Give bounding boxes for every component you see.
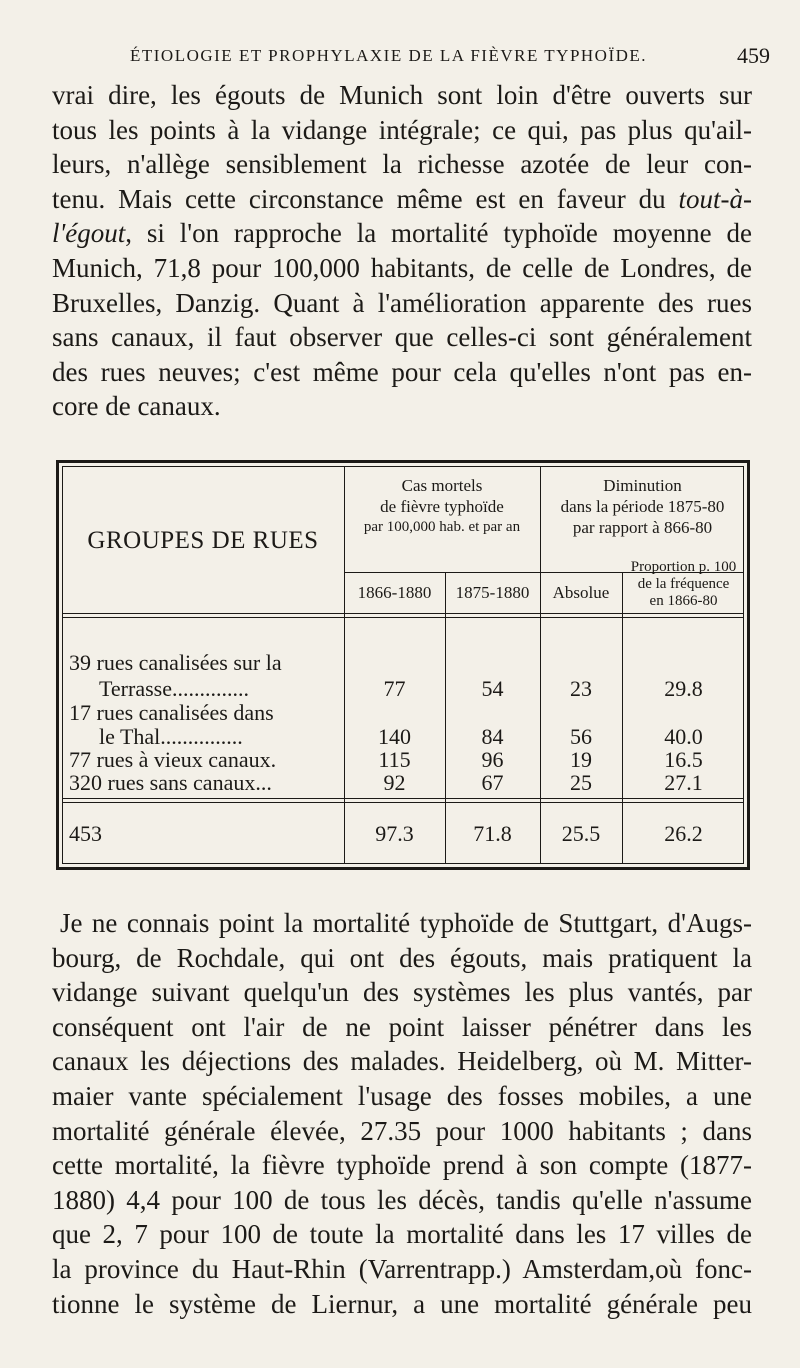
header-line: Cas mortels (401, 476, 483, 495)
text-line: la province du Haut-Rhin (Varrentrapp.) Amsterdam,où fonc- (52, 1253, 752, 1284)
diminution-header (540, 475, 745, 538)
italic-term: tout-à- (678, 183, 752, 214)
running-title: ÉTIOLOGIE ET PROPHYLAXIE DE LA FIÈVRE TYPHOÏDE. (130, 46, 648, 65)
text-line: sans canaux, il faut observer que celles-ci sont généralement (52, 322, 752, 353)
total-1866-1880: 97.3 (375, 821, 414, 846)
cas-mortels-header (344, 475, 540, 538)
header-line: Diminution (603, 476, 682, 495)
text-line: 1880) 4,4 pour 100 de tous les décès, tandis qu'elle n'assume (52, 1184, 752, 1215)
text-line: core de canaux. (52, 391, 221, 422)
text-line: l'égout, si l'on rapproche la mortalité typhoïde moyenne de (52, 218, 752, 249)
paragraph-1 (52, 78, 752, 424)
value-absolue: 23 (570, 676, 592, 701)
mortality-table (56, 460, 750, 870)
value-absolue: 19 (570, 747, 592, 772)
col-1875-1880: 1875-1880 (455, 583, 530, 602)
value-proportion: 40.0 (664, 724, 703, 749)
value-1866-1880: 115 (378, 747, 411, 772)
row-label: 17 rues canalisées dans (69, 700, 274, 725)
value-1875-1880: 96 (481, 747, 504, 772)
text-line: Je ne connais point la mortalité typhoïde de Stuttgart, d'Augs- (60, 908, 752, 938)
total-1875-1880: 71.8 (473, 821, 512, 846)
text-line: bourg, de Rochdale, qui ont des égouts, mais pratiquent la (52, 942, 752, 973)
value-1875-1880: 54 (481, 676, 504, 701)
text-line: cette mortalité, la fièvre typhoïde prend à son compte (1877- (52, 1150, 752, 1181)
value-1875-1880: 67 (481, 770, 504, 795)
page-header (130, 38, 770, 74)
value-1866-1880: 77 (383, 676, 406, 701)
col-absolue: Absolue (552, 583, 610, 602)
row-label: le Thal............... (99, 724, 243, 749)
text-line: leurs, n'allège sensiblement la richesse azotée de leur con- (52, 149, 752, 180)
header-line: Proportion p. 100 (630, 559, 737, 575)
header-line: par 100,000 hab. et par an (363, 519, 521, 535)
total-proportion: 26.2 (664, 821, 703, 846)
text-line: Munich, 71,8 pour 100,000 habitants, de celle de Londres, de (52, 252, 752, 283)
paragraph-2 (52, 906, 752, 1321)
text-line: vrai dire, les égouts de Munich sont loin d'être ouverts sur (52, 80, 752, 110)
row-label: 320 rues sans canaux... (69, 770, 272, 795)
header-line: dans la période 1875-80 (560, 497, 725, 516)
col-1866-1880: 1866-1880 (357, 583, 432, 602)
header-line: par rapport à 866-80 (572, 518, 713, 537)
text-line: tionne le système de Liernur, a une mortalité générale peu (52, 1288, 752, 1319)
value-proportion: 29.8 (664, 676, 703, 701)
text-line: que 2, 7 pour 100 de toute la mortalité dans les 17 villes de (52, 1219, 752, 1250)
group-header: GROUPES DE RUES (87, 527, 319, 554)
value-absolue: 25 (570, 770, 592, 795)
italic-term: l'égout (52, 218, 126, 249)
text-line: tous les points à la vidange intégrale; ce qui, pas plus qu'ail- (52, 114, 752, 145)
header-line: de la fréquence (637, 576, 730, 592)
value-absolue: 56 (570, 724, 592, 749)
value-proportion: 27.1 (664, 770, 703, 795)
text-line: des rues neuves; c'est même pour cela qu'elles n'ont pas en- (52, 356, 752, 387)
row-label: Terrasse.............. (99, 676, 249, 701)
row-label: 77 rues à vieux canaux. (69, 747, 277, 772)
value-proportion: 16.5 (664, 747, 703, 772)
total-absolue: 25.5 (561, 821, 601, 846)
value-1875-1880: 84 (481, 724, 504, 749)
col-proportion (622, 559, 745, 610)
text-line: tenu. Mais cette circonstance même est en faveur du tout-à- (52, 183, 752, 214)
text-line: vidange suivant quelqu'un des systèmes les plus vantés, par (52, 977, 752, 1008)
header-line: de fièvre typhoïde (380, 497, 504, 516)
value-1866-1880: 140 (378, 724, 411, 749)
row-label: 39 rues canalisées sur la (69, 650, 282, 675)
text-line: maier vante spécialement l'usage des fosses mobiles, a une (52, 1080, 752, 1111)
text-line: Bruxelles, Danzig. Quant à l'amélioration apparente des rues (52, 287, 752, 318)
text-line: canaux les déjections des malades. Heidelberg, où M. Mitter- (52, 1046, 752, 1077)
page-number: 459 (737, 43, 770, 68)
header-line: en 1866-80 (649, 593, 718, 609)
total-label: 453 (69, 821, 102, 846)
text-line: mortalité générale élevée, 27.35 pour 1000 habitants ; dans (52, 1115, 752, 1146)
value-1866-1880: 92 (383, 770, 406, 795)
text-line: conséquent ont l'air de ne point laisser pénétrer dans les (52, 1011, 752, 1042)
